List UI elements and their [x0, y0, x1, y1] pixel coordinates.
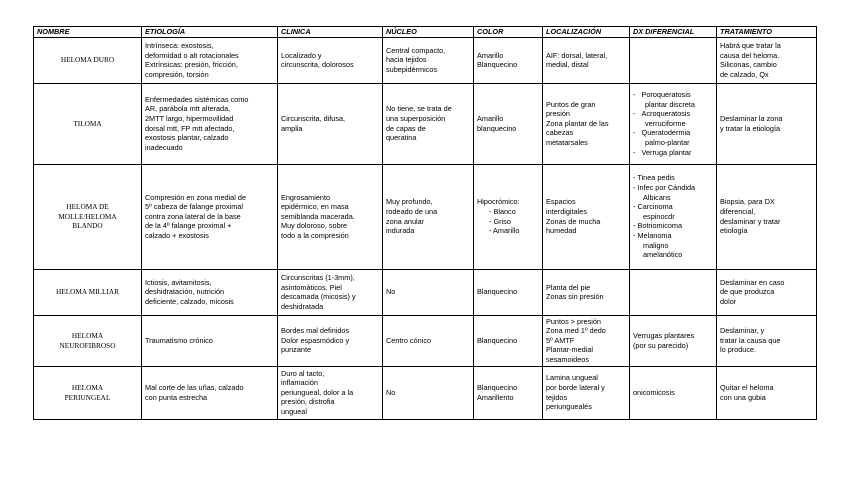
cell-nucleo: [383, 315, 474, 366]
cell-localizacion: [543, 366, 630, 419]
cell-line: dorsal mtt, FP mtt afectado,: [145, 123, 235, 133]
comparison-table: [33, 26, 817, 420]
cell-line: lo produce.: [720, 345, 757, 355]
cell-line: Siliconas, cambio: [720, 60, 777, 70]
cell-line: y tratar la etiología: [720, 123, 781, 133]
cell-etiologia: [142, 164, 278, 269]
cell-name: [34, 366, 142, 419]
table-row: [34, 366, 817, 419]
cell-line: Deslaminar la zona: [720, 114, 783, 123]
cell-line: Extrínsicas: presión, fricción,: [145, 60, 238, 70]
cell-line: HELOMA: [71, 330, 104, 340]
cell-line: verruciforme: [645, 118, 686, 128]
cell-line: Amarillento: [477, 392, 514, 402]
header-row: [34, 27, 817, 38]
cell-line: deslaminar y tratar: [720, 216, 781, 226]
cell-tratamiento: [717, 366, 817, 419]
cell-line: Quitar el heloma: [720, 382, 774, 392]
cell-line: con una gubia: [720, 392, 766, 402]
cell-line: 5º AMTF: [546, 335, 575, 345]
cell-line: Puntos de gran: [546, 99, 596, 109]
cell-line: contra zona lateral de la base: [145, 211, 241, 221]
cell-line: Zona med 1º dedo: [546, 326, 606, 336]
cell-line: - Carcinoma: [633, 202, 673, 212]
cell-line: cabezas: [546, 128, 574, 138]
cell-line: (por su parecido): [633, 340, 689, 350]
cell-clinica: [278, 83, 383, 164]
cell-dx: [630, 37, 717, 83]
cell-line: Circunscritas (1-3mm),: [281, 272, 355, 282]
cell-line: calzado + exostosis: [145, 230, 209, 240]
cell-line: BLANDO: [72, 221, 103, 231]
header-etiologia: ETIOLOGÍA: [142, 27, 278, 38]
cell-line: deficiente, calzado, micosis: [145, 296, 234, 306]
cell-line: onicomicosis: [633, 387, 675, 397]
cell-line: Mal corte de las uñas, calzado: [145, 382, 244, 392]
cell-localizacion: [543, 315, 630, 366]
cell-line: Espacios: [546, 197, 576, 207]
cell-name: [34, 83, 142, 164]
cell-line: Plantar-medial: [546, 345, 594, 355]
cell-etiologia: [142, 366, 278, 419]
cell-line: causa del heloma.: [720, 50, 780, 60]
cell-line: Muy doloroso, sobre: [281, 221, 348, 231]
cell-line: metatarsales: [546, 137, 588, 147]
cell-line: punzante: [281, 345, 312, 355]
cell-tratamiento: [717, 269, 817, 315]
cell-line: Enfermedades sistémicas como: [145, 94, 249, 104]
cell-dx: [630, 83, 717, 164]
cell-color: [474, 83, 543, 164]
cell-line: semiblanda macerada.: [281, 211, 355, 221]
cell-line: tejidos: [546, 392, 568, 402]
cell-line: zona anular: [386, 216, 425, 226]
cell-localizacion: [543, 269, 630, 315]
cell-line: HELOMA: [71, 382, 104, 392]
header-nombre: NOMBRE: [34, 27, 142, 38]
cell-line: epidérmico, en masa: [281, 202, 349, 212]
cell-line: No tiene, se trata de: [386, 104, 452, 114]
cell-localizacion: [543, 83, 630, 164]
cell-line: - Griso: [489, 216, 511, 226]
cell-line: Amarillo: [477, 50, 504, 60]
cell-line: Intrínseca: exostosis,: [145, 40, 214, 50]
table-row: [34, 315, 817, 366]
cell-line: Traumatismo crónico: [145, 335, 213, 345]
table-row: [34, 269, 817, 315]
cell-line: queratina: [386, 133, 417, 143]
cell-name: [34, 164, 142, 269]
cell-line: Zona plantar de las: [546, 118, 609, 128]
cell-localizacion: [543, 164, 630, 269]
cell-line: indurada: [386, 226, 415, 236]
cell-line: circunscrita, dolorosos: [281, 60, 354, 70]
cell-line: Lamina ungueal: [546, 373, 598, 383]
cell-line: de la 4º falange proximal +: [145, 221, 232, 231]
cell-line: Circunscrita, difusa,: [281, 114, 346, 123]
cell-line: de calzado, Qx: [720, 69, 769, 79]
cell-line: por borde lateral y: [546, 382, 605, 392]
cell-line: blanquecino: [477, 123, 517, 133]
cell-line: - Acroqueratosis: [633, 109, 691, 119]
cell-line: No: [386, 387, 396, 397]
cell-line: hacia tejidos: [386, 55, 427, 65]
cell-etiologia: [142, 83, 278, 164]
cell-line: Blanquecino: [477, 60, 518, 70]
cell-dx: [630, 164, 717, 269]
cell-line: PERIUNGEAL: [64, 392, 111, 402]
cell-line: Biopsia, para DX: [720, 197, 775, 207]
cell-line: inflamación: [281, 378, 318, 388]
cell-line: No: [386, 287, 396, 297]
cell-line: Muy profundo,: [386, 197, 433, 207]
cell-line: Planta del pie: [546, 282, 591, 292]
cell-color: [474, 269, 543, 315]
cell-line: deformidad o alt rotacionales: [145, 50, 239, 60]
cell-tratamiento: [717, 37, 817, 83]
cell-dx: [630, 269, 717, 315]
cell-line: Dolor espasmódico y: [281, 335, 350, 345]
cell-line: HELOMA MILLIAR: [55, 287, 120, 297]
cell-clinica: [278, 37, 383, 83]
cell-line: Deslaminar en caso: [720, 277, 785, 287]
cell-line: deshidratación, nutrición: [145, 287, 225, 297]
cell-line: Localizado y: [281, 50, 322, 60]
cell-line: Puntos > presión: [546, 316, 601, 326]
cell-clinica: [278, 366, 383, 419]
cell-line: Deslaminar, y: [720, 326, 765, 336]
cell-line: diferencial,: [720, 207, 756, 216]
cell-line: - Poroqueratosis: [633, 90, 691, 100]
cell-line: amplia: [281, 123, 303, 133]
cell-line: TILOMA: [73, 118, 102, 128]
header-localizacion: LOCALIZACIÓN: [543, 27, 630, 38]
cell-line: inadecuado: [145, 142, 183, 152]
cell-line: AIF: dorsal, lateral,: [546, 50, 608, 60]
cell-line: dolor: [720, 296, 737, 306]
cell-line: MOLLE/HELOMA: [58, 211, 117, 221]
cell-line: ungueal: [281, 406, 307, 416]
cell-line: Ictiosis, avitamitosis,: [145, 277, 212, 287]
cell-line: asintomáticos. Piel: [281, 282, 342, 292]
cell-line: interdigitales: [546, 207, 587, 216]
cell-clinica: [278, 164, 383, 269]
cell-line: Central compacto,: [386, 45, 446, 55]
cell-tratamiento: [717, 315, 817, 366]
cell-line: 2MTT largo, hipermovilidad: [145, 114, 234, 123]
cell-line: - Melanoma: [633, 230, 672, 240]
cell-line: - Tinea pedis: [633, 173, 675, 183]
cell-line: - Verruga plantar: [633, 147, 692, 157]
cell-nucleo: [383, 164, 474, 269]
cell-name: [34, 37, 142, 83]
cell-line: Zonas de mucha: [546, 216, 601, 226]
cell-line: periunguealés: [546, 402, 592, 412]
cell-dx: [630, 366, 717, 419]
cell-line: de capas de: [386, 123, 426, 133]
table-row: [34, 164, 817, 269]
cell-color: [474, 164, 543, 269]
cell-line: palmo-plantar: [645, 137, 690, 147]
cell-line: amelanótico: [643, 250, 683, 260]
cell-tratamiento: [717, 164, 817, 269]
cell-line: todo a la compresión: [281, 230, 349, 240]
cell-line: - Queratodermia: [633, 128, 691, 138]
cell-line: tratar la causa que: [720, 335, 781, 345]
cell-color: [474, 37, 543, 83]
cell-line: humedad: [546, 226, 577, 236]
cell-line: plantar discreta: [645, 99, 695, 109]
cell-line: descamada (micosis) y: [281, 292, 356, 302]
cell-line: presión: [546, 109, 570, 119]
cell-line: NEUROFIBROSO: [59, 340, 116, 350]
header-color: COLOR: [474, 27, 543, 38]
header-clinica: CLINICA: [278, 27, 383, 38]
cell-line: exostosis plantar, calzado: [145, 133, 229, 143]
table-row: [34, 83, 817, 164]
cell-tratamiento: [717, 83, 817, 164]
cell-line: Albicans: [643, 192, 671, 202]
cell-line: deshidratada: [281, 301, 324, 311]
cell-line: - Infec por Cándida: [633, 183, 696, 193]
table-row: [34, 37, 817, 83]
cell-line: 5º cabeza de falange proximal: [145, 202, 243, 212]
cell-line: Habrá que tratar la: [720, 40, 781, 50]
header-tratamiento: TRATAMIENTO: [717, 27, 817, 38]
cell-line: maligno: [643, 240, 669, 250]
cell-line: Bordes mal definidos: [281, 326, 350, 336]
cell-line: Blanquecino: [477, 287, 518, 297]
cell-dx: [630, 315, 717, 366]
cell-color: [474, 366, 543, 419]
cell-line: - Blanco: [489, 207, 516, 216]
cell-line: periungueal, dolor a la: [281, 387, 354, 397]
cell-line: Zonas sin presión: [546, 292, 604, 302]
cell-line: compresión, torsión: [145, 69, 209, 79]
cell-line: Engrosamiento: [281, 192, 331, 202]
cell-nucleo: [383, 37, 474, 83]
cell-line: rodeado de una: [386, 207, 438, 216]
cell-line: espinocdr: [643, 211, 675, 221]
cell-line: una superposición: [386, 114, 446, 123]
cell-line: medial, distal: [546, 60, 589, 70]
cell-line: HELOMA DE: [66, 202, 109, 212]
cell-etiologia: [142, 269, 278, 315]
cell-clinica: [278, 315, 383, 366]
cell-line: AR, parábola mtt alterada,: [145, 104, 231, 114]
cell-line: de que produzca: [720, 287, 775, 297]
cell-line: Duro al tacto,: [281, 368, 325, 378]
cell-nucleo: [383, 269, 474, 315]
cell-line: subepidérmicos: [386, 64, 438, 74]
cell-line: con punta estrecha: [145, 392, 208, 402]
cell-localizacion: [543, 37, 630, 83]
header-dx-diferencial: DX DIFERENCIAL: [630, 27, 717, 38]
cell-line: presión, distrofia: [281, 397, 335, 407]
cell-line: Blanquecino: [477, 335, 518, 345]
cell-line: sesamoideos: [546, 354, 589, 364]
cell-name: [34, 315, 142, 366]
cell-line: Verrugas plantares: [633, 330, 695, 340]
cell-line: - Amarillo: [489, 226, 520, 236]
cell-line: Blanquecino: [477, 382, 518, 392]
cell-color: [474, 315, 543, 366]
cell-line: etiología: [720, 226, 748, 236]
cell-clinica: [278, 269, 383, 315]
cell-line: Amarillo: [477, 114, 504, 123]
cell-nucleo: [383, 366, 474, 419]
cell-etiologia: [142, 37, 278, 83]
cell-line: Compresión en zona medial de: [145, 192, 246, 202]
cell-line: - Botriomicoma: [633, 221, 683, 231]
cell-line: HELOMA DURO: [60, 55, 115, 65]
cell-name: [34, 269, 142, 315]
cell-line: Centro cónico: [386, 335, 432, 345]
cell-nucleo: [383, 83, 474, 164]
cell-etiologia: [142, 315, 278, 366]
header-nucleo: NÚCLEO: [383, 27, 474, 38]
cell-line: Hipocrómico:: [477, 197, 520, 207]
